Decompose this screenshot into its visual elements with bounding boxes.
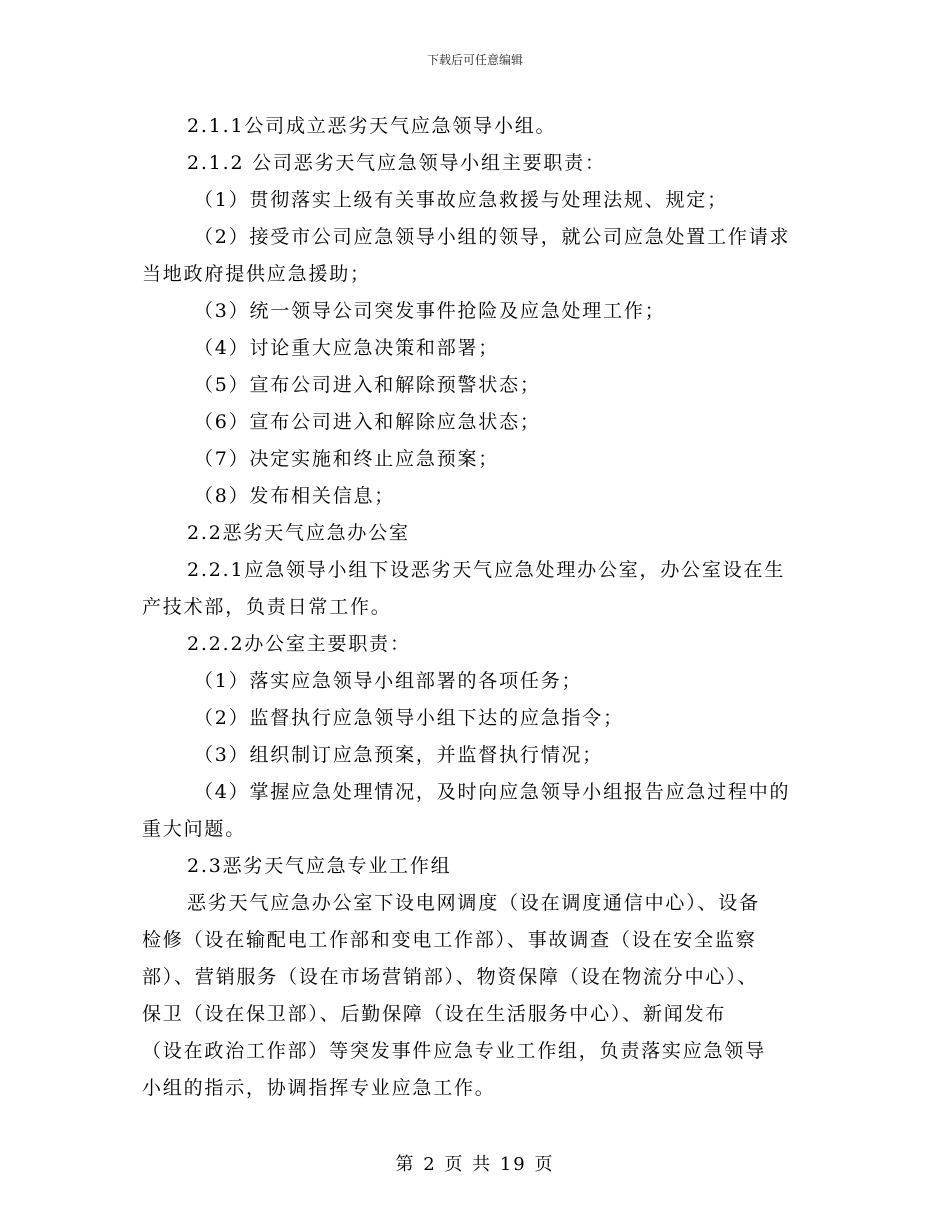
section-2-2-2: 2.2.2办公室主要职责： [187, 633, 411, 655]
section-2-2-heading: 2.2恶劣天气应急办公室 [187, 522, 410, 544]
list-item: （4）讨论重大应急决策和部署； [194, 337, 500, 359]
list-item: （2）接受市公司应急领导小组的领导，就公司应急处置工作请求 [194, 226, 791, 248]
page-header: 下载后可任意编辑 [426, 53, 523, 67]
list-item: （1）落实应急领导小组部署的各项任务； [194, 670, 583, 692]
paragraph: 恶劣天气应急办公室下设电网调度（设在调度通信中心）、设备 [187, 892, 760, 914]
list-item-continuation: 当地政府提供应急援助； [142, 263, 371, 285]
list-item: （3）统一领导公司突发事件抢险及应急处理工作； [194, 300, 666, 322]
paragraph-continuation: 检修（设在输配电工作部和变电工作部）、事故调查（设在安全监察 [142, 929, 757, 951]
list-item: （2）监督执行应急领导小组下达的应急指令； [194, 707, 624, 729]
paragraph-continuation: 产技术部，负责日常工作。 [142, 596, 392, 618]
list-item: （6）宣布公司进入和解除应急状态； [194, 411, 541, 433]
paragraph-continuation: 部）、营销服务（设在市场营销部）、物资保障（设在物流分中心）、 [142, 966, 759, 988]
section-2-2-1: 2.2.1应急领导小组下设恶劣天气应急处理办公室，办公室设在生 [187, 559, 786, 581]
list-item: （8）发布相关信息； [194, 485, 396, 507]
section-2-1-1: 2.1.1公司成立恶劣天气应急领导小组。 [187, 115, 557, 137]
list-item: （4）掌握应急处理情况，及时向应急领导小组报告应急过程中的 [194, 781, 791, 803]
list-item: （1）贯彻落实上级有关事故应急救援与处理法规、规定； [194, 189, 728, 211]
list-item: （3）组织制订应急预案，并监督执行情况； [194, 744, 604, 766]
paragraph-continuation: （设在政治工作部）等突发事件应急专业工作组，负责落实应急领导 [142, 1040, 767, 1062]
paragraph-continuation: 小组的指示，协调指挥专业应急工作。 [142, 1077, 496, 1099]
paragraph-continuation: 保卫（设在保卫部）、后勤保障（设在生活服务中心）、新闻发布 [142, 1003, 727, 1025]
list-item: （5）宣布公司进入和解除预警状态； [194, 374, 541, 396]
list-item-continuation: 重大问题。 [142, 818, 247, 840]
list-item: （7）决定实施和终止应急预案； [194, 448, 500, 470]
document-body [142, 108, 810, 1107]
page-number: 第 2 页 共 19 页 [395, 1154, 555, 1175]
section-2-3-heading: 2.3恶劣天气应急专业工作组 [187, 855, 452, 877]
section-2-1-2: 2.1.2 公司恶劣天气应急领导小组主要职责： [187, 152, 606, 174]
